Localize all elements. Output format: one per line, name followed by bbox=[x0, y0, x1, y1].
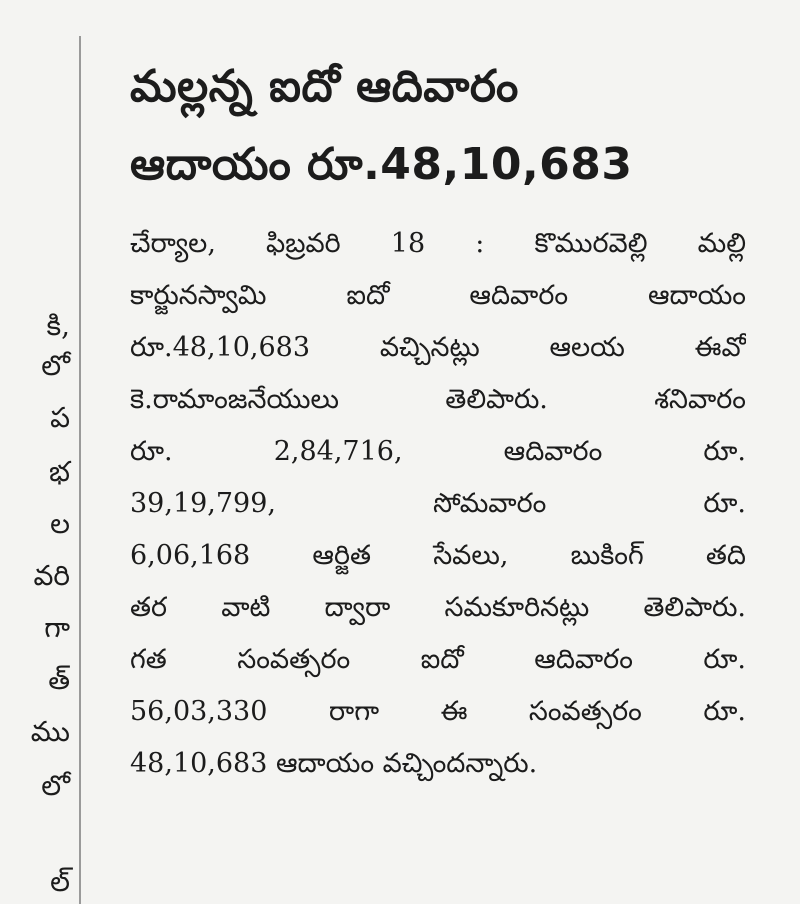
left-fragment: ల్ bbox=[50, 865, 70, 898]
body-line: తర వాటి ద్వారా సమకూరినట్లు తెలిపారు. bbox=[130, 592, 746, 623]
body-line: 56,03,330 రాగా ఈ సంవత్సరం రూ. bbox=[130, 696, 746, 727]
left-fragment: ల bbox=[50, 507, 70, 540]
article-headline bbox=[130, 48, 746, 204]
left-fragment: త్ bbox=[48, 663, 70, 696]
left-fragment: లో bbox=[41, 349, 70, 382]
body-line: రూ. 2,84,716, ఆదివారం రూ. bbox=[130, 436, 746, 467]
headline-line-2: ఆదాయం రూ.48,10,683 bbox=[130, 139, 633, 190]
article-body bbox=[130, 218, 746, 790]
body-line: రూ.48,10,683 వచ్చినట్లు ఆలయ ఈవో bbox=[130, 332, 746, 363]
news-article bbox=[130, 48, 746, 790]
body-line: 48,10,683 ఆదాయం వచ్చిందన్నారు. bbox=[130, 748, 538, 779]
column-divider bbox=[79, 36, 81, 904]
body-line: 39,19,799, సోమవారం రూ. bbox=[130, 488, 746, 519]
headline-line-1: మల్లన్న ఐదో ఆదివారం bbox=[130, 61, 519, 112]
left-fragment: భ bbox=[48, 455, 70, 488]
left-fragment: లో bbox=[41, 769, 70, 802]
left-fragment: వరి bbox=[33, 559, 70, 592]
adjacent-column-fragment bbox=[0, 0, 78, 904]
left-fragment: ము bbox=[30, 715, 70, 748]
left-fragment: కి, bbox=[46, 309, 70, 342]
left-fragment: గా bbox=[44, 611, 70, 644]
body-line: కె.రామాంజనేయులు తెలిపారు. శనివారం bbox=[130, 384, 746, 415]
body-line: చేర్యాల, ఫిబ్రవరి 18 : కొమురవెల్లి మల్లి bbox=[130, 228, 746, 259]
body-line: కార్జునస్వామి ఐదో ఆదివారం ఆదాయం bbox=[130, 280, 746, 311]
body-line: 6,06,168 ఆర్జిత సేవలు, బుకింగ్ తది bbox=[130, 540, 746, 571]
left-fragment: ప bbox=[50, 401, 70, 434]
body-line: గత సంవత్సరం ఐదో ఆదివారం రూ. bbox=[130, 644, 746, 675]
